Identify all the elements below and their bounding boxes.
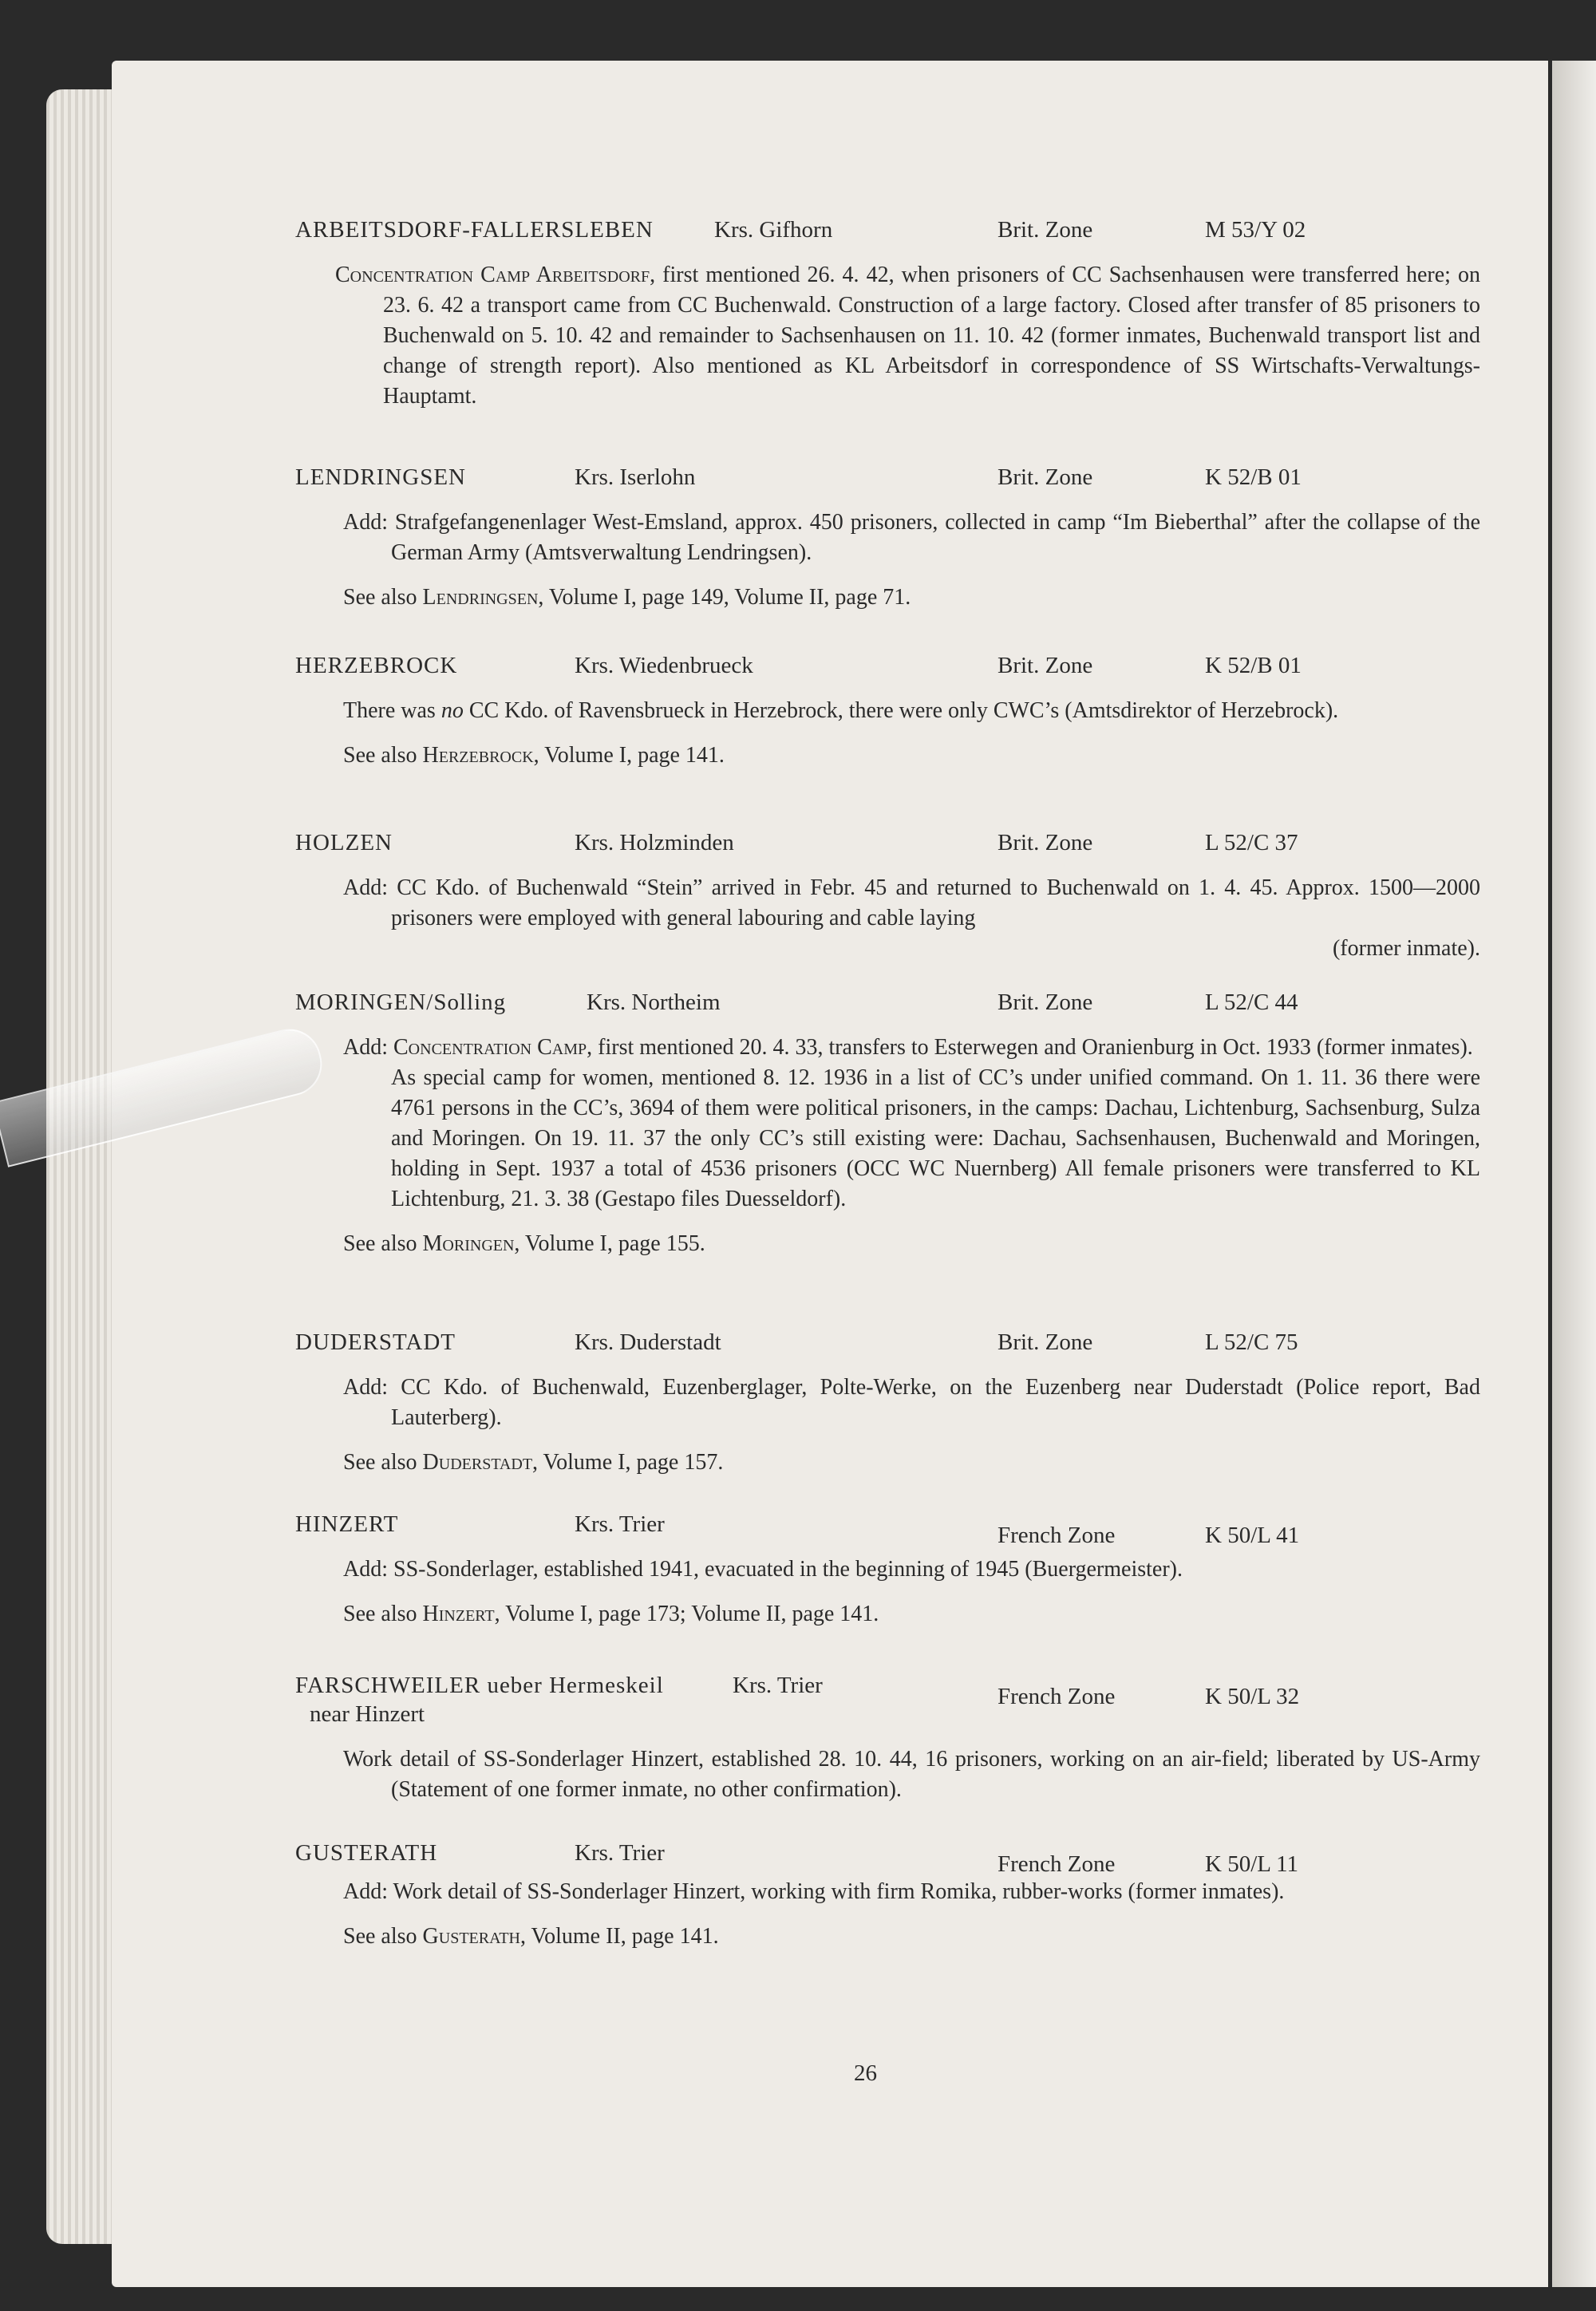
entry-gusterath [295,1840,1480,1952]
entry-grid-ref: L 52/C 37 [1205,830,1298,855]
entry-grid-ref: K 50/L 32 [1205,1684,1300,1709]
facing-page-edge [1552,61,1596,2287]
see-also-prefix: See also [343,1924,417,1949]
entry-district: Krs. Duderstadt [575,1329,721,1355]
entry-subname: near Hinzert [310,1701,425,1727]
entry-body: Add: CC Kdo. of Buchenwald, Euzenberglager, Polte-Werke, on the Euzenberg near Duderstadt (Police report, Bad Lauterberg). [343,1375,1480,1430]
entry-name: MORINGEN/Solling [295,990,507,1015]
entry-body: Add: SS-Sonderlager, established 1941, evacuated in the beginning of 1945 (Buergermeister). [343,1557,1183,1582]
entry-see-also [343,1922,1480,1952]
entry-body-continued: As special camp for women, mentioned 8. 12. 1936 in a list of CC’s under unified command. On 1. 11. 36 there were 4761 persons in the CC’s, 3694 of them were political prisoners, in the camps: Dachau, Lichtenburg, Sachsenburg, Sulza and Moringen. On 19. 11. 37 the only CC’s still existing were: Dachau, Sachsenhausen, Buchenwald and Moringen, holding in Sept. 1937 a total of 4536 prisoners (OCC WC Nuernberg) All female prisoners were transferred to KL Lichtenburg, 21. 3. 38 (Gestapo files Duesseldorf). [391,1065,1480,1211]
entry-grid-ref: L 52/C 44 [1205,990,1298,1015]
entry-body [343,1033,1480,1063]
see-also-ref: Herzebrock [422,743,534,768]
entry-moringen [295,990,1480,1259]
see-also-ref: Hinzert [422,1602,495,1626]
see-also-pages: , Volume I, page 155. [514,1231,705,1256]
entry-duderstadt [295,1329,1480,1478]
see-also-pages: , Volume I, page 141. [533,743,725,768]
see-also-prefix: See also [343,585,417,610]
entry-name: HOLZEN [295,830,393,855]
entry-see-also [343,583,1480,613]
entry-name: LENDRINGSEN [295,464,466,490]
entry-name: FARSCHWEILER ueber Hermeskeil [295,1673,664,1698]
entry-zone: Brit. Zone [998,830,1093,855]
entry-body-emphasis: no [440,698,464,723]
entry-body-text: , first mentioned 26. 4. 42, when prisoners of CC Sachsenhausen were transferred here; on 23. 6. 42 a transport came from CC Buchenwald. Construction of a large factory. Closed after transfer of 85 prisoners to Buchenwald on 5. 10. 42 and remainder to Sachsenhausen on 11. 10. 42 (former inmates, Buchenwald transport list and change of strength report). Also mentioned as KL Arbeitsdorf in correspondence of SS Wirtschafts-Verwaltungs-Hauptamt. [383,263,1480,409]
see-also-ref: Duderstadt [422,1450,533,1475]
entry-zone: French Zone [998,1523,1116,1548]
see-also-prefix: See also [343,1231,417,1256]
entry-see-also [343,1448,1480,1478]
entry-district: Krs. Wiedenbrueck [575,653,753,678]
entry-zone: French Zone [998,1684,1116,1709]
entry-district: Krs. Trier [575,1840,665,1866]
entry-grid-ref: L 52/C 75 [1205,1329,1298,1355]
entry-body: Add: Work detail of SS-Sonderlager Hinzert, working with firm Romika, rubber-works (former inmates). [343,1879,1285,1904]
entry-arbeitsdorf [295,217,1480,412]
page-edge [46,89,118,2244]
entry-hinzert [295,1511,1480,1630]
entry-herzebrock [295,653,1480,771]
entry-zone: Brit. Zone [998,653,1093,678]
see-also-pages: , Volume II, page 141. [519,1924,719,1949]
entry-district: Krs. Gifhorn [714,217,833,243]
page-number: 26 [854,2060,877,2086]
entry-name: GUSTERATH [295,1840,438,1866]
entry-body [343,696,1480,726]
see-also-pages: , Volume I, page 157. [532,1450,724,1475]
entry-grid-ref: K 50/L 41 [1205,1523,1300,1548]
entry-district: Krs. Holzminden [575,830,734,855]
entry-body-lead: Concentration Camp Arbeitsdorf [335,263,650,287]
entry-zone: French Zone [998,1851,1116,1877]
entry-name: ARBEITSDORF-FALLERSLEBEN [295,217,654,243]
entry-zone: Brit. Zone [998,217,1093,243]
see-also-ref: Lendringsen [422,585,539,610]
entry-body: Add: Strafgefangenenlager West-Emsland, approx. 450 prisoners, collected in camp “Im Bieberthal” after the collapse of the German Army (Amtsverwaltung Lendringsen). [343,510,1480,565]
entry-grid-ref: K 50/L 11 [1205,1851,1299,1877]
entry-district: Krs. Iserlohn [575,464,696,490]
entry-district: Krs. Trier [575,1511,665,1537]
entry-see-also [343,741,1480,771]
entry-zone: Brit. Zone [998,990,1093,1015]
entry-body-prefix: There was [343,698,436,723]
entry-body-text: CC Kdo. of Ravensbrueck in Herzebrock, there were only CWC’s (Amtsdirektor of Herzebrock). [468,698,1339,723]
entry-zone: Brit. Zone [998,464,1093,490]
entry-name: HERZEBROCK [295,653,458,678]
entry-district: Krs. Northeim [587,990,721,1015]
entry-body-source: (former inmate). [1332,936,1480,961]
entry-see-also [343,1599,1480,1630]
entry-farschweiler [295,1673,1480,1805]
entry-holzen [295,830,1480,964]
see-also-prefix: See also [343,1450,417,1475]
entry-grid-ref: K 52/B 01 [1205,464,1302,490]
entry-district: Krs. Trier [733,1673,823,1698]
see-also-pages: , Volume I, page 173; Volume II, page 141. [494,1602,879,1626]
entry-body-lead: Concentration Camp [393,1035,587,1060]
entry-lendringsen [295,464,1480,613]
entry-see-also [343,1229,1480,1259]
entry-name: DUDERSTADT [295,1329,456,1355]
entry-grid-ref: K 52/B 01 [1205,653,1302,678]
entry-zone: Brit. Zone [998,1329,1093,1355]
entry-body [335,260,1480,412]
see-also-prefix: See also [343,1602,417,1626]
entry-body-prefix: Add: [343,1035,388,1060]
see-also-pages: , Volume I, page 149, Volume II, page 71. [538,585,911,610]
entry-body: Add: CC Kdo. of Buchenwald “Stein” arrived in Febr. 45 and returned to Buchenwald on 1. 4. 45. Approx. 1500—2000 prisoners were employed with general labouring and cable laying [343,875,1480,930]
see-also-ref: Moringen [422,1231,515,1256]
entry-grid-ref: M 53/Y 02 [1205,217,1306,243]
entry-body-text: , first mentioned 20. 4. 33, transfers to Esterwegen and Oranienburg in Oct. 1933 (former inmates). [587,1035,1473,1060]
entry-name: HINZERT [295,1511,399,1537]
entry-body: Work detail of SS-Sonderlager Hinzert, established 28. 10. 44, 16 prisoners, working on an air-field; liberated by US-Army (Statement of one former inmate, no other confirmation). [343,1747,1480,1802]
see-also-prefix: See also [343,743,417,768]
see-also-ref: Gusterath [422,1924,520,1949]
